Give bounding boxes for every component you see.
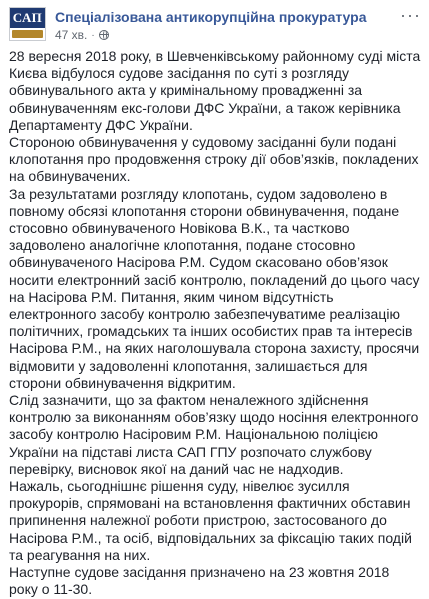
post-paragraph: Стороною обвинувачення у судовому засіданні були подані клопотання про продовження строку дії обов’язків, покладених на обвинувачених. <box>9 134 419 185</box>
globe-icon[interactable] <box>99 30 109 40</box>
more-options-button[interactable]: ··· <box>400 5 421 25</box>
post-body <box>9 48 421 599</box>
avatar-logo-band <box>12 30 43 38</box>
avatar-logo-text: САП <box>10 8 45 28</box>
post-paragraph: За результатами розгляду клопотань, судом задоволено в повному обсязі клопотання сторони обвинувачення, подане стосовно обвинуваченого Новікова В.К., та частково задоволено аналогічне клопотання, подане стосовно обвинуваченого Насірова Р.М. Судом скасовано обов’язок носити електронний засіб контролю, покладений до цього часу на Насірова Р.М. Питання, яким чином відсутність електронного засобу контролю забезпечуватиме реалізацію політичних, громадських та інших особистих прав та інтересів Насірова Р.М., на яких наголошувала сторона захисту, просячи відмовити у задоволенні клопотання, залишається для сторони обвинувачення відкритим. <box>9 185 420 391</box>
page-avatar[interactable] <box>9 7 46 41</box>
post-paragraph: 28 вересня 2018 року, в Шевченківському районному суді міста Києва відбулося судове засідання по суті з розгляду обвинувального акта у кримінальному провадженні за обвинуваченням екс-голови ДФС України, а також керівника Департаменту ДФС України. <box>9 48 421 133</box>
post-paragraph: Слід зазначити, що за фактом неналежного здійснення контролю за виконанням обов’язку щодо носіння електронного засобу контролю Насіровим Р.М. Національною поліцією України на підставі листа САП ГПУ розпочато службову перевірку, висновок якої на даний час не надходив. <box>9 392 419 477</box>
post-header <box>9 7 421 41</box>
meta-separator: · <box>91 29 95 41</box>
page-name-link[interactable]: Спеціалізована антикорупційна прокуратура <box>55 9 367 25</box>
post-paragraph: Нажаль, сьогоднішнє рішення суду, нівелює зусилля прокурорів, спрямовані на встановлення фактичних обставин припинення належної роботи пристрою, застосованого до Насірова Р.М., та осіб, відповідальних за фіксацію таких подій та реагування на них. <box>9 478 412 563</box>
post-paragraph: Наступне судове засідання призначено на 23 жовтня 2018 року о 11-30. <box>9 564 390 598</box>
post-timestamp[interactable]: 47 хв. <box>55 28 88 42</box>
post-meta <box>55 28 109 42</box>
